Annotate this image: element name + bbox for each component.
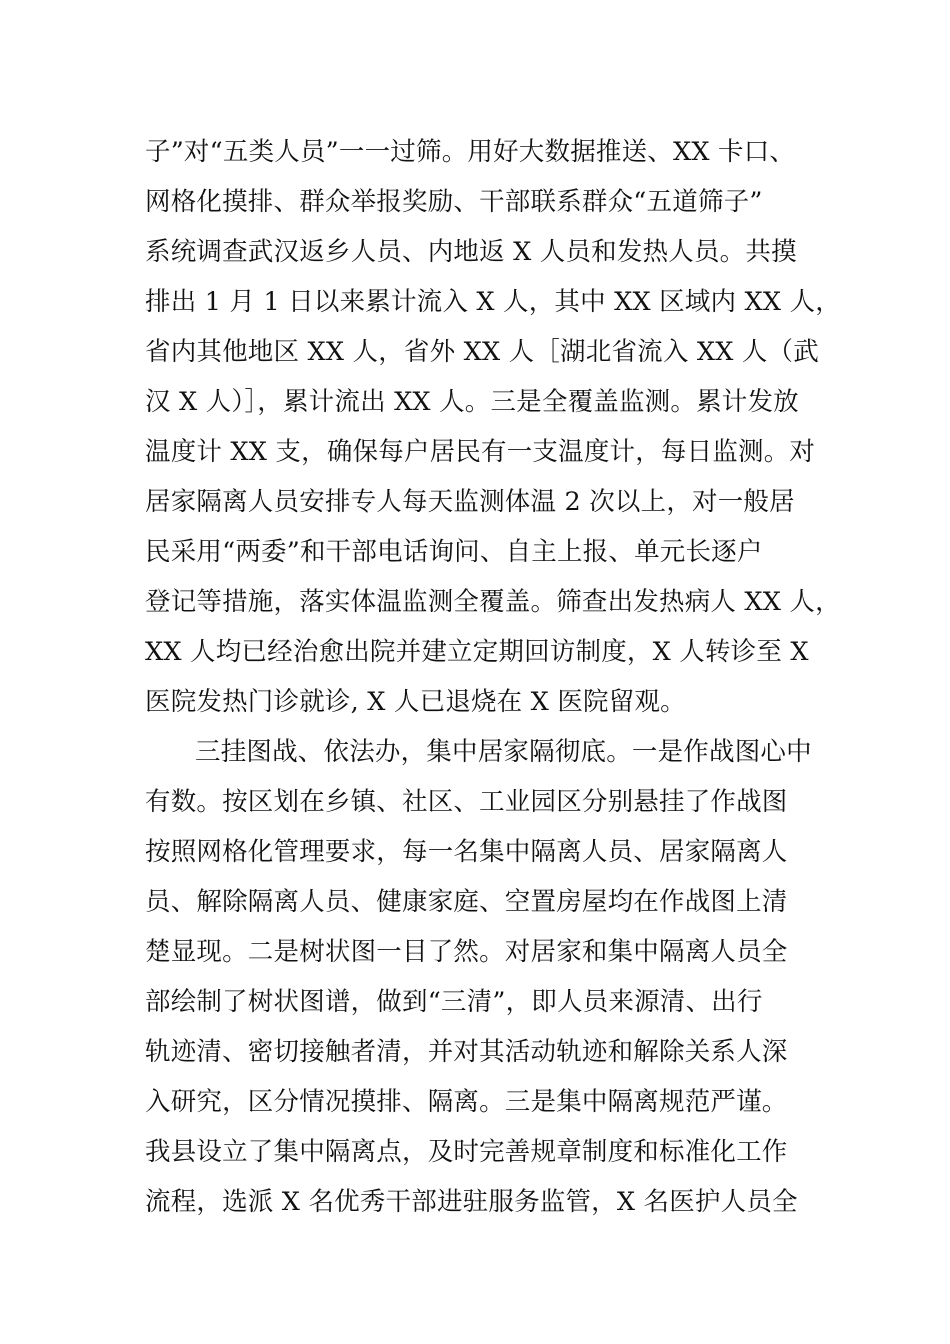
- text-line: 温度计 XX 支，确保每户居民有一支温度计，每日监测。对: [145, 437, 816, 467]
- text-line: 按照网格化管理要求，每一名集中隔离人员、居家隔离人: [145, 837, 788, 867]
- text-line: 系统调查武汉返乡人员、内地返 X 人员和发热人员。共摸: [145, 237, 797, 267]
- document-body: [145, 127, 841, 1227]
- text-line: 楚显现。二是树状图一目了然。对居家和集中隔离人员全: [145, 937, 788, 967]
- text-line: 网格化摸排、群众举报奖励、干部联系群众“五道筛子”: [145, 187, 763, 217]
- text-line: 轨迹清、密切接触者清，并对其活动轨迹和解除关系人深: [145, 1037, 788, 1067]
- text-line: 居家隔离人员安排专人每天监测体温 2 次以上，对一般居: [145, 487, 795, 517]
- text-line: 医院发热门诊就诊, X 人已退烧在 X 医院留观。: [145, 687, 686, 717]
- text-line: 排出 1 月 1 日以来累计流入 X 人，其中 XX 区域内 XX 人，: [145, 287, 841, 317]
- text-line: 我县设立了集中隔离点，及时完善规章制度和标准化工作: [145, 1137, 788, 1167]
- text-line: 登记等措施，落实体温监测全覆盖。筛查出发热病人 XX 人，: [145, 587, 841, 617]
- text-line: 子”对“五类人员”一一过筛。用好大数据推送、XX 卡口、: [145, 137, 796, 167]
- paragraph-first-line: 三挂图战、依法办，集中居家隔彻底。一是作战图心中: [195, 737, 812, 767]
- text-line: XX 人均已经治愈出院并建立定期回访制度，X 人转诊至 X: [145, 637, 809, 667]
- text-line: 流程，选派 X 名优秀干部进驻服务监管，X 名医护人员全: [145, 1187, 798, 1217]
- text-line: 民采用“两委”和干部电话询问、自主上报、单元长逐户: [145, 537, 763, 567]
- text-line: 省内其他地区 XX 人，省外 XX 人［湖北省流入 XX 人（武: [145, 337, 819, 367]
- text-line: 员、解除隔离人员、健康家庭、空置房屋均在作战图上清: [145, 887, 788, 917]
- text-line: 部绘制了树状图谱，做到“三清”，即人员来源清、出行: [145, 987, 763, 1017]
- text-line: 有数。按区划在乡镇、社区、工业园区分别悬挂了作战图: [145, 787, 788, 817]
- text-line: 入研究，区分情况摸排、隔离。三是集中隔离规范严谨。: [145, 1087, 788, 1117]
- text-line: 汉 X 人）］，累计流出 XX 人。三是全覆盖监测。累计发放: [145, 387, 799, 417]
